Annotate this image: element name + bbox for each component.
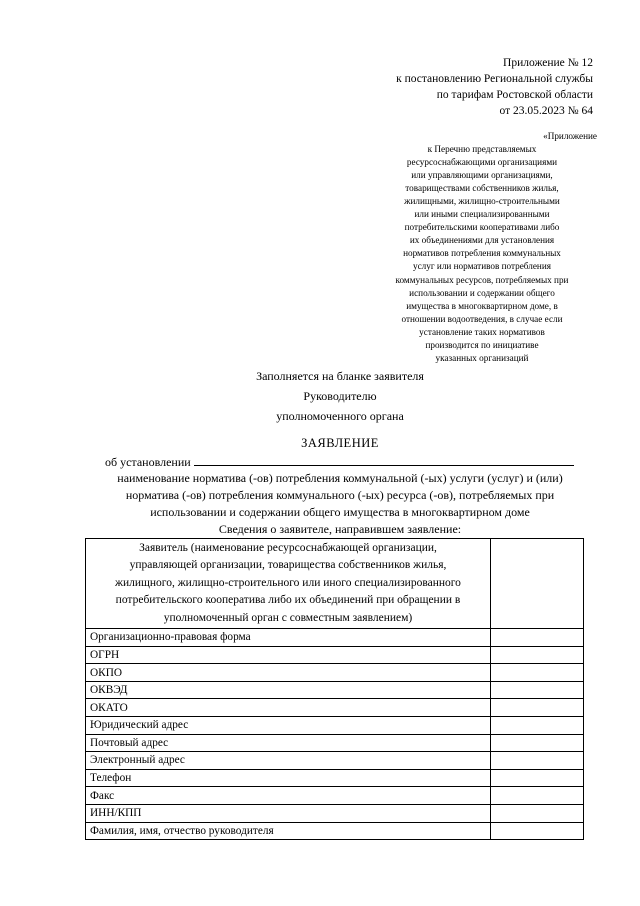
appendix-sub-line: ресурсоснабжающими организациями (406, 157, 558, 168)
appendix-main-line: по тарифам Ростовской области (436, 89, 593, 101)
table-row (86, 804, 584, 822)
appendix-main-line: к постановлению Региональной службы (396, 73, 593, 85)
applicant-value-cell[interactable] (491, 539, 584, 629)
table-row (86, 681, 584, 699)
appendix-main-line: от 23.05.2023 № 64 (499, 105, 593, 117)
row-value-cell[interactable] (491, 646, 584, 664)
applicant-header-cell (86, 539, 491, 629)
addressee-block (200, 366, 480, 426)
row-value-cell[interactable] (491, 664, 584, 682)
appendix-sub-line: нормативов потребления коммунальных (403, 248, 561, 259)
subject-prefix: об установлении (105, 455, 191, 469)
table-row (86, 646, 584, 664)
appendix-sub-line: имущества в многоквартирном доме, в (406, 300, 558, 311)
table-row (86, 717, 584, 735)
row-label: Факс (86, 787, 491, 805)
table-row (86, 787, 584, 805)
appendix-sub-line: жилищными, жилищно-строительными (404, 196, 560, 207)
subject-desc-line: наименование норматива (-ов) потребления коммунальной (-ых) услуги (услуг) и (или) (117, 471, 563, 485)
table-row (86, 629, 584, 647)
row-value-cell[interactable] (491, 629, 584, 647)
row-label: Почтовый адрес (86, 734, 491, 752)
row-label: ОКВЭД (86, 681, 491, 699)
appendix-sub-line: указанных организаций (435, 352, 529, 363)
table-row (86, 822, 584, 840)
row-value-cell[interactable] (491, 787, 584, 805)
header-line: уполномоченный орган с совместным заявлением) (163, 611, 413, 624)
addressee-line: уполномоченного органа (276, 409, 404, 423)
header-line: потребительского кооператива либо их объединений при обращении в (115, 594, 461, 607)
table-row (86, 699, 584, 717)
subject-line (105, 454, 574, 470)
appendix-main-block (396, 55, 593, 119)
row-label: Фамилия, имя, отчество руководителя (86, 822, 491, 840)
row-label: ОКАТО (86, 699, 491, 717)
appendix-sub-line: услуг или нормативов потребления (413, 261, 551, 272)
appendix-sub-line: производится по инициативе (425, 339, 539, 350)
appendix-sub-line: товариществами собственников жилья, (405, 183, 559, 194)
subject-fill-field[interactable] (194, 454, 574, 466)
appendix-sub-block (367, 130, 597, 365)
appendix-sub-line: коммунальных ресурсов, потребляемых при (395, 274, 569, 285)
row-label: ИНН/КПП (86, 804, 491, 822)
appendix-sub-line: установление таких нормативов (419, 326, 545, 337)
document-title: ЗАЯВЛЕНИЕ (301, 436, 379, 450)
row-label: Организационно-правовая форма (86, 629, 491, 647)
header-line: Заявитель (наименование ресурсоснабжающей организации, (139, 542, 437, 554)
header-line: жилищного, жилищно-строительного или иного специализированного (115, 576, 461, 589)
row-value-cell[interactable] (491, 681, 584, 699)
header-line: управляющей организации, товарищества собственников жилья, (129, 559, 447, 572)
applicant-info-heading: Сведения о заявителе, направившем заявление: (218, 522, 462, 536)
row-value-cell[interactable] (491, 699, 584, 717)
row-value-cell[interactable] (491, 769, 584, 787)
appendix-main-line: Приложение № 12 (503, 57, 593, 69)
row-label: Юридический адрес (86, 717, 491, 735)
table-row (86, 752, 584, 770)
appendix-sub-line: отношении водоотведения, в случае если (401, 313, 563, 324)
subject-desc-line: использовании и содержании общего имущества в многоквартирном доме (150, 505, 530, 519)
row-label: Телефон (86, 769, 491, 787)
row-value-cell[interactable] (491, 822, 584, 840)
appendix-sub-line: потребительскими кооперативами либо (404, 222, 560, 233)
table-row (86, 769, 584, 787)
addressee-line: Руководителю (303, 389, 377, 403)
appendix-sub-line: к Перечню представляемых (427, 144, 537, 155)
row-value-cell[interactable] (491, 752, 584, 770)
subject-description (85, 470, 595, 538)
appendix-sub-heading: «Приложение (543, 131, 597, 141)
applicant-info-table (85, 538, 584, 840)
appendix-sub-line: или иными специализированными (414, 209, 550, 220)
row-value-cell[interactable] (491, 717, 584, 735)
row-value-cell[interactable] (491, 804, 584, 822)
appendix-sub-line: или управляющими организациями, (411, 170, 553, 181)
row-label: ОКПО (86, 664, 491, 682)
letterhead-note: Заполняется на бланке заявителя (256, 369, 424, 383)
row-value-cell[interactable] (491, 734, 584, 752)
table-row (86, 734, 584, 752)
appendix-sub-line: использовании и содержании общего (409, 287, 555, 298)
row-label: ОГРН (86, 646, 491, 664)
row-label: Электронный адрес (86, 752, 491, 770)
table-row (86, 539, 584, 629)
appendix-sub-line: их объединениями для установления (409, 235, 555, 246)
table-row (86, 664, 584, 682)
subject-desc-line: норматива (-ов) потребления коммунального (-ых) ресурса (-ов), потребляемых при (125, 488, 555, 502)
